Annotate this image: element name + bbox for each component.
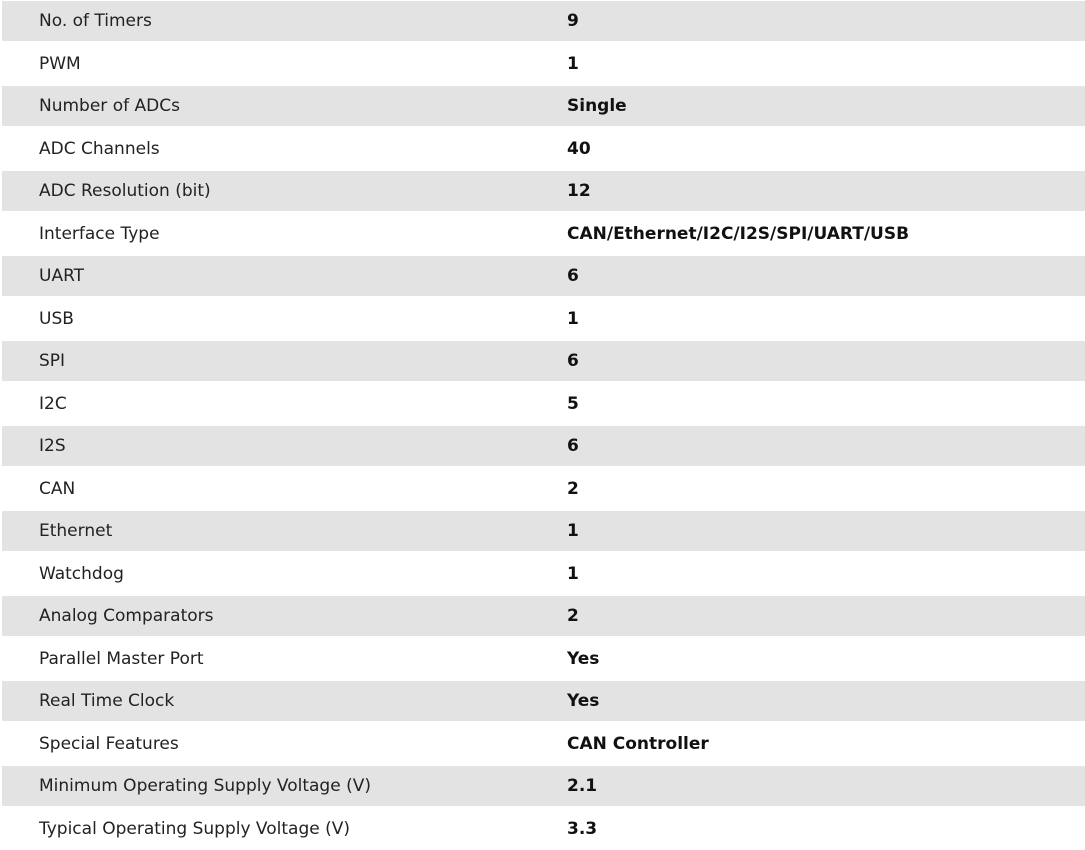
spec-value: CAN/Ethernet/I2C/I2S/SPI/UART/USB (567, 223, 910, 244)
spec-value: 40 (567, 138, 591, 159)
spec-label: Ethernet (2, 511, 529, 551)
spec-label: Interface Type (39, 223, 160, 244)
spec-row (0, 340, 1085, 383)
spec-value: 2.1 (529, 766, 1085, 806)
spec-row (0, 765, 1085, 808)
spec-row (0, 723, 1085, 766)
spec-label: PWM (39, 53, 81, 74)
spec-label: Analog Comparators (2, 596, 529, 636)
spec-label: I2S (2, 426, 529, 466)
spec-value: 1 (567, 308, 579, 329)
spec-row (0, 638, 1085, 681)
spec-value: 6 (529, 341, 1085, 381)
spec-row (0, 808, 1085, 850)
spec-value: 1 (529, 511, 1085, 551)
spec-row (0, 0, 1085, 43)
spec-row (0, 383, 1085, 426)
spec-row (0, 595, 1085, 638)
spec-row (0, 510, 1085, 553)
spec-row (0, 680, 1085, 723)
spec-label: I2C (39, 393, 67, 414)
spec-value: 6 (529, 426, 1085, 466)
spec-label: Parallel Master Port (39, 648, 204, 669)
spec-label: Real Time Clock (2, 681, 529, 721)
spec-label: No. of Timers (2, 1, 529, 41)
spec-label: USB (39, 308, 74, 329)
spec-value: 1 (567, 53, 579, 74)
spec-value: 9 (529, 1, 1085, 41)
spec-label: Typical Operating Supply Voltage (V) (39, 818, 350, 839)
spec-row (0, 255, 1085, 298)
spec-value: Single (529, 86, 1085, 126)
spec-row (0, 298, 1085, 341)
spec-row (0, 43, 1085, 86)
spec-label: Special Features (39, 733, 179, 754)
spec-value: 1 (567, 563, 579, 584)
spec-row (0, 170, 1085, 213)
spec-row (0, 468, 1085, 511)
spec-row (0, 425, 1085, 468)
spec-label: ADC Channels (39, 138, 160, 159)
spec-row (0, 85, 1085, 128)
spec-label: UART (2, 256, 529, 296)
spec-row (0, 213, 1085, 256)
spec-value: 5 (567, 393, 579, 414)
spec-label: ADC Resolution (bit) (2, 171, 529, 211)
spec-label: Watchdog (39, 563, 124, 584)
spec-row (0, 128, 1085, 171)
spec-value: 2 (567, 478, 579, 499)
spec-value: CAN Controller (567, 733, 709, 754)
spec-value: 3.3 (567, 818, 598, 839)
spec-value: Yes (529, 681, 1085, 721)
spec-label: SPI (2, 341, 529, 381)
spec-value: 12 (529, 171, 1085, 211)
spec-value: Yes (567, 648, 600, 669)
spec-label: Minimum Operating Supply Voltage (V) (2, 766, 529, 806)
spec-row (0, 553, 1085, 596)
spec-label: CAN (39, 478, 76, 499)
spec-value: 2 (529, 596, 1085, 636)
spec-value: 6 (529, 256, 1085, 296)
spec-label: Number of ADCs (2, 86, 529, 126)
